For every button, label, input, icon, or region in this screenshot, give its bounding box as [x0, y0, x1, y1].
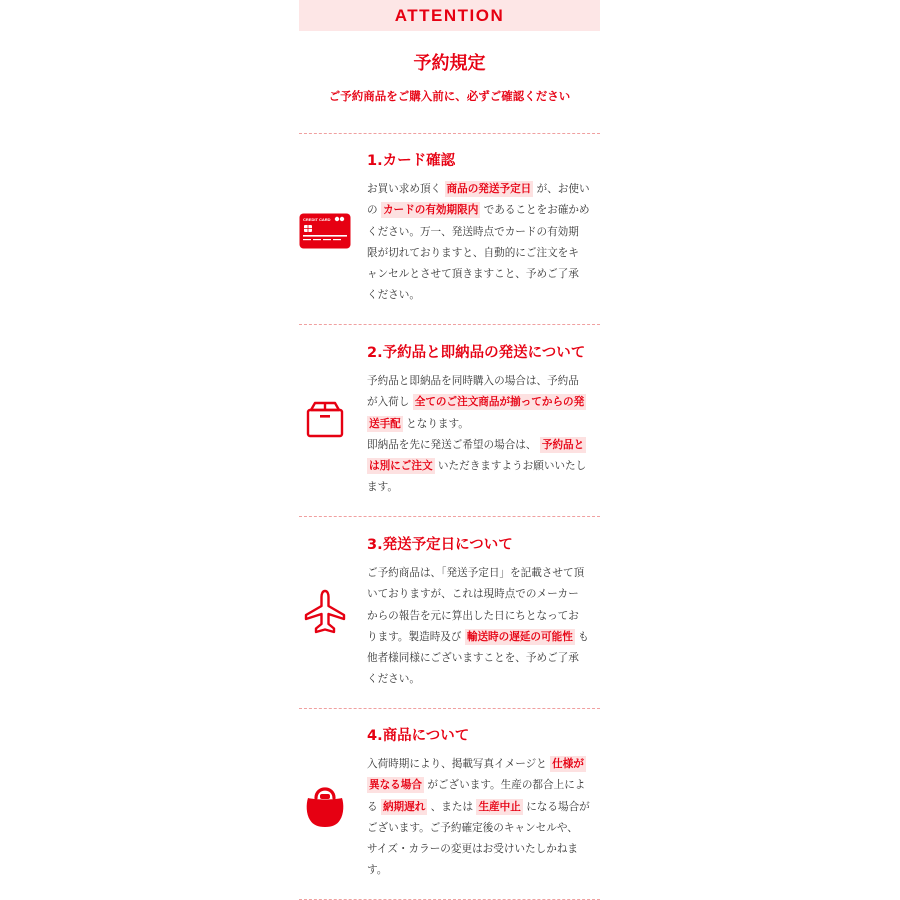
box-icon [299, 394, 351, 446]
credit-card-icon [299, 205, 351, 257]
body-text: 他者様同様にございますことを、予めご了承 [367, 652, 579, 665]
body-text: も [574, 630, 589, 643]
highlight-text: カードの有効期限内 [382, 204, 479, 217]
body-line [367, 669, 601, 690]
section-body [367, 754, 601, 882]
body-line [367, 860, 601, 881]
section-content [367, 150, 601, 307]
body-text: サイズ・カラーの変更はお受けいたしかねま [367, 843, 579, 856]
attention-column [299, 0, 600, 104]
highlight-text: 仕様が [552, 758, 584, 770]
body-text: ください。万一、発送時点でカードの有効期 [367, 225, 579, 238]
body-line [367, 775, 601, 796]
body-line [367, 264, 601, 285]
body-line [367, 435, 601, 456]
section-title: 1.カード確認 [367, 153, 456, 169]
body-line [367, 563, 601, 584]
body-line [367, 243, 601, 264]
divider [299, 516, 600, 517]
body-text: 、または [427, 800, 477, 813]
body-text: ください。 [367, 289, 420, 302]
body-line [367, 797, 601, 818]
highlight-text: 送手配 [369, 417, 401, 430]
attention-banner: ATTENTION [299, 0, 600, 31]
divider [299, 708, 600, 709]
body-text: お買い求め頂く [367, 183, 445, 195]
body-line [367, 200, 601, 221]
body-text: 限が切れておりますと、自動的にご注文をキ [367, 246, 579, 259]
body-line [367, 392, 601, 413]
body-text: ください。 [367, 673, 420, 686]
section-title: 4.商品について [367, 728, 470, 744]
body-text: ャンセルとさせて頂きますこと、予めご了承 [367, 268, 579, 281]
highlight-text: 納期遅れ [382, 800, 426, 813]
body-line [367, 477, 601, 498]
body-text: となります。 [402, 417, 469, 430]
body-line [367, 456, 601, 477]
body-line [367, 606, 601, 627]
divider [299, 133, 600, 134]
highlight-text: 生産中止 [478, 800, 521, 813]
body-line [367, 648, 601, 669]
body-line [367, 754, 601, 775]
body-line [367, 627, 601, 648]
body-text: になる場合が [522, 800, 590, 813]
body-text: の [367, 204, 381, 217]
section-body [367, 179, 601, 307]
highlight-text: 輸送時の遅延の可能性 [466, 630, 573, 643]
section-title: 2.予約品と即納品の発送について [367, 345, 586, 361]
body-text: 即納品を先に発送ご希望の場合は、 [367, 438, 540, 451]
body-line [367, 414, 601, 435]
page-subtitle: ご予約商品をご購入前に、必ずご確認ください [328, 89, 571, 103]
section-title: 3.発送予定日について [367, 537, 513, 553]
body-text: ご予約商品は、「発送予定日」を記載させて頂 [367, 567, 585, 579]
body-text: いておりますが、これは現時点でのメーカー [367, 588, 579, 601]
body-line [367, 285, 601, 306]
section-body [367, 563, 601, 691]
body-line [367, 839, 601, 860]
section-content [367, 342, 601, 499]
highlight-text: 予約品と [541, 438, 585, 451]
airplane-icon [299, 586, 351, 638]
body-text: ります。製造時及び [367, 630, 465, 643]
bag-icon [299, 778, 351, 830]
body-text: す。 [367, 864, 388, 877]
highlight-text: 商品の発送予定日 [446, 183, 532, 195]
page-title: 予約規定 [413, 53, 486, 74]
highlight-text: 全てのご注文商品が揃ってからの発 [414, 396, 585, 409]
body-text: であることをお確かめ [480, 204, 590, 217]
body-text: がございます。生産の都合上によ [423, 779, 586, 792]
body-text: ます。 [367, 481, 398, 494]
svg-text:CREDIT CARD: CREDIT CARD [303, 217, 331, 222]
section-body [367, 371, 601, 499]
section-content [367, 534, 601, 691]
section-content [367, 725, 601, 882]
body-line [367, 584, 601, 605]
divider [299, 324, 600, 325]
body-line [367, 222, 601, 243]
body-text: る [367, 800, 381, 813]
highlight-text: 異なる場合 [369, 779, 422, 792]
body-text: 予約品と即納品を同時購入の場合は、予約品 [367, 375, 579, 387]
body-line [367, 818, 601, 839]
body-text: いただきますようお願いいたし [434, 460, 587, 473]
body-line [367, 179, 601, 200]
body-text: からの報告を元に算出した日にちとなってお [367, 609, 579, 622]
highlight-text: は別にご注文 [369, 460, 433, 473]
body-text: 入荷時期により、掲載写真イメージと [367, 758, 551, 770]
body-line [367, 371, 601, 392]
body-text: ございます。ご予約確定後のキャンセルや、 [367, 821, 578, 834]
body-text: が、お使い [533, 183, 590, 195]
body-text: が入荷し [367, 396, 413, 409]
